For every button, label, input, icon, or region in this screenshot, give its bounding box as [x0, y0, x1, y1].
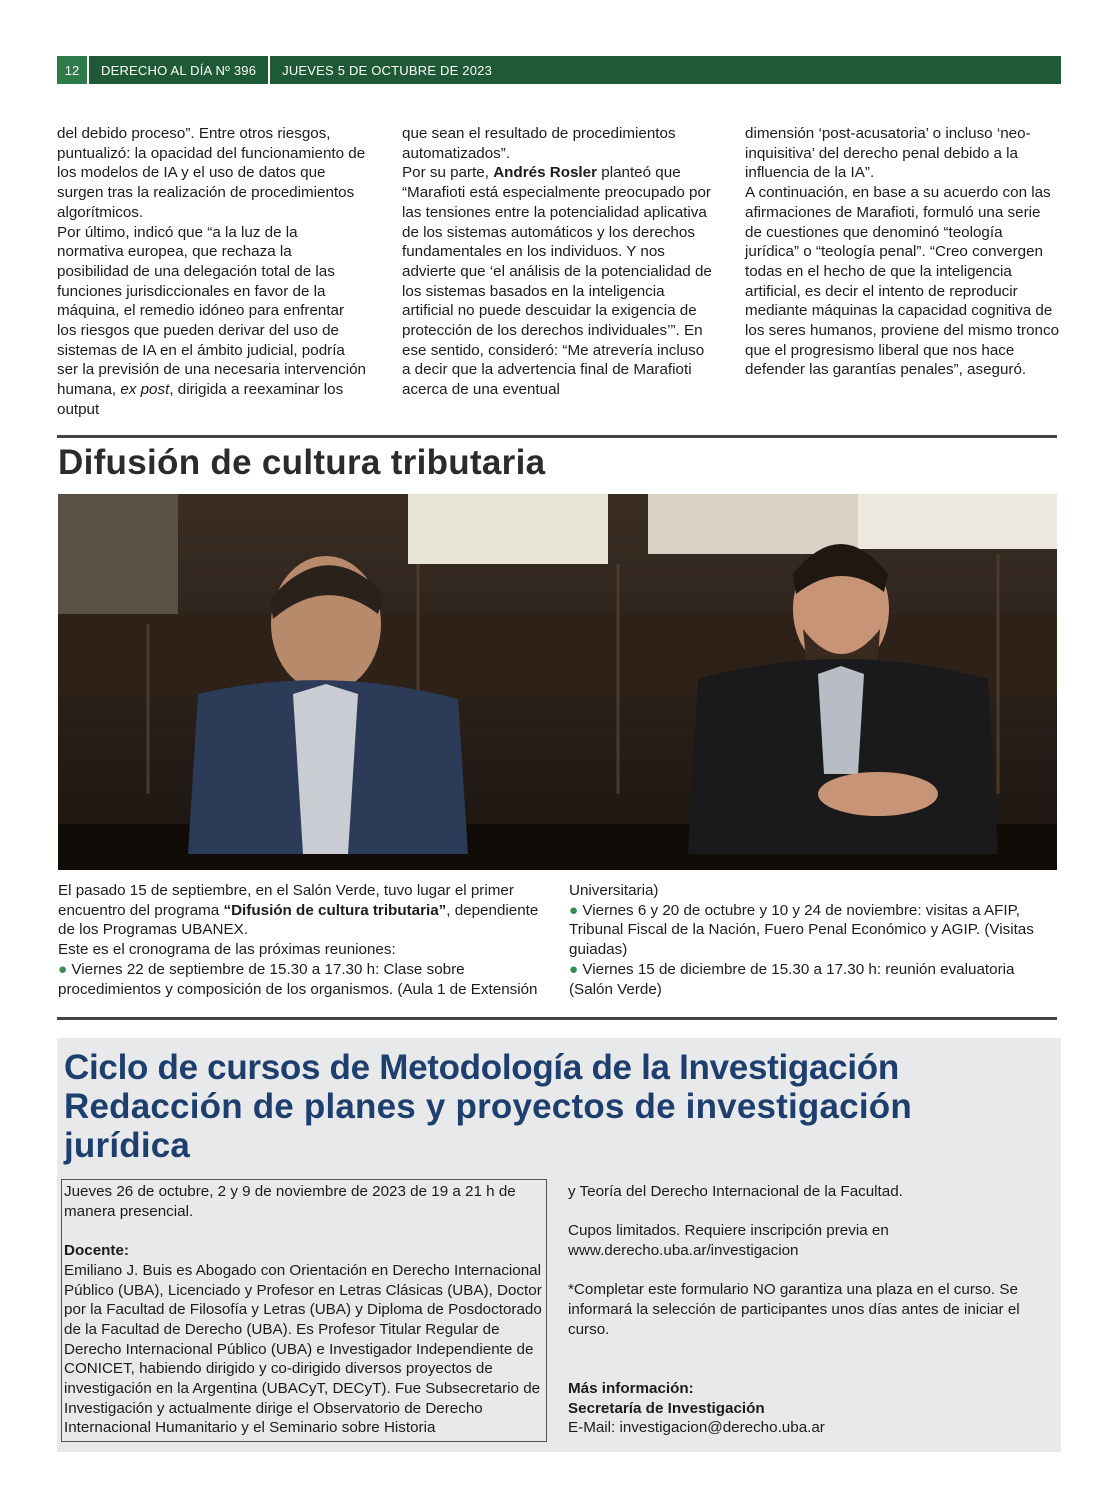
event-photo	[58, 494, 1057, 870]
course-title: Redacción de planes y proyectos de investigación jurídica	[64, 1087, 912, 1165]
bullet-icon: ●	[569, 901, 579, 919]
registration-note: *Completar este formulario NO garantiza una plaza en el curso. Se informará la selección de participantes unos días antes de iniciar el curso.	[568, 1281, 1020, 1338]
page-header	[57, 56, 1061, 84]
page-number: 12	[57, 56, 87, 84]
publication-name: DERECHO AL DÍA Nº 396	[101, 62, 257, 78]
speaker-name: Andrés Rosler	[493, 164, 598, 182]
registration-info: Cupos limitados. Requiere inscripción previa en www.derecho.uba.ar/investigacion	[568, 1222, 889, 1260]
docente-label: Docente:	[64, 1242, 129, 1260]
schedule-item: ● Viernes 22 de septiembre de 15.30 a 17.30 h: Clase sobre procedimientos y composición de los organismos. (Aula 1 de Extensión	[58, 960, 538, 998]
section-title: Difusión de cultura tributaria	[58, 443, 546, 482]
course-details-column-2	[568, 1182, 1048, 1438]
photo-caption-column-1	[58, 881, 548, 999]
paragraph: que sean el resultado de procedimientos automatizados”.	[402, 125, 676, 162]
bullet-icon: ●	[569, 960, 579, 978]
paragraph: del debido proceso”. Entre otros riesgos, puntualizó: la opacidad del funcionamiento de los modelos de IA y el uso de datos que surgen tras la realización de procedimientos algorítmicos.	[57, 125, 366, 221]
docente-bio-continued: y Teoría del Derecho Internacional de la Facultad.	[568, 1183, 903, 1200]
docente-bio: Emiliano J. Buis es Abogado con Orientación en Derecho Internacional Público (UBA), Licenciado y Profesor en Letras Clásicas (UBA), Doctor por la Facultad de Filosofía y Letras (UBA) y Diploma de Posdoctorado de la Facultad de Derecho (UBA). Es Profesor Titular Regular de Derecho Internacional Público (UBA) e Investigador Independiente de CONICET, habiendo dirigido y co-dirigido diversos proyectos de investigación en la Argentina (UBACyT, DECyT). Fue Subsecretario de Investigación y actualmente dirige el Observatorio de Derecho Internacional Humanitario y el Seminario sobre Historia	[64, 1261, 542, 1437]
schedule-item: ● Viernes 15 de diciembre de 15.30 a 17.30 h: reunión evaluatoria (Salón Verde)	[569, 960, 1015, 998]
section-divider	[57, 1017, 1057, 1020]
caption-paragraph: El pasado 15 de septiembre, en el Salón Verde, tuvo lugar el primer encuentro del programa “Difusión de cultura tributaria”, dependiente de los Programas UBANEX.	[58, 882, 539, 939]
course-schedule: Jueves 26 de octubre, 2 y 9 de noviembre de 2023 de 19 a 21 h de manera presencial.	[64, 1183, 516, 1220]
course-kicker: Ciclo de cursos de Metodología de la Investigación	[64, 1048, 899, 1087]
paragraph: dimensión ‘post-acusatoria’ o incluso ‘neo-inquisitiva’ del derecho penal debido a la influencia de la IA”.	[745, 125, 1031, 182]
issue-date: JUEVES 5 DE OCTUBRE DE 2023	[282, 62, 492, 78]
section-divider	[57, 435, 1057, 438]
contact-email: E-Mail: investigacion@derecho.uba.ar	[568, 1419, 825, 1437]
paragraph: Por último, indicó que “a la luz de la normativa europea, que rechaza la posibilidad de una delegación total de las funciones jurisdiccionales en favor de la máquina, el remedio idóneo para enfrentar los riesgos que pueden derivar del uso de sistemas de IA en el ámbito judicial, podría ser la previsión de una necesaria intervención humana, ex post, dirigida a reexaminar los output	[57, 223, 366, 418]
photo-caption-column-2	[569, 881, 1049, 999]
schedule-item: ● Viernes 6 y 20 de octubre y 10 y 24 de noviembre: visitas a AFIP, Tribunal Fiscal de la Nación, Fuero Penal Económico y AGIP. (Visitas guiadas)	[569, 901, 1034, 959]
more-info-label: Más información:	[568, 1379, 694, 1397]
bullet-icon: ●	[58, 960, 68, 978]
article-column-2	[402, 124, 714, 400]
italic-term: ex post	[120, 381, 170, 399]
schedule-item-continued: Universitaria)	[569, 882, 659, 899]
caption-paragraph: Este es el cronograma de las próximas reuniones:	[58, 941, 396, 959]
article-column-3	[745, 124, 1060, 380]
article-column-1	[57, 124, 367, 420]
paragraph: A continuación, en base a su acuerdo con las afirmaciones de Marafioti, formuló una serie de cuestiones que denominó “teología jurídica” o “teología penal”. “Creo convergen todas en el hecho de que la inteligencia artificial, es decir el intento de reproducir mediante máquinas la capacidad cognitiva de los seres humanos, proviene del mismo tronco que el progresismo liberal que nos hace defender las garantías penales”, aseguró.	[745, 184, 1060, 379]
paragraph: Por su parte, Andrés Rosler planteó que “Marafioti está especialmente preocupado por las tensiones entre la potencialidad aplicativa de los sistemas automáticos y los derechos fundamentales en los individuos. Y nos advierte que ‘el análisis de la potencialidad de los sistemas basados en la inteligencia artificial no puede descuidar la exigencia de protección de los derechos individuales’”. En ese sentido, consideró: “Me atrevería incluso a decir que la advertencia final de Marafioti acerca de una eventual	[402, 164, 712, 399]
office-name: Secretaría de Investigación	[568, 1399, 765, 1417]
course-details-column-1	[64, 1182, 548, 1438]
program-name: “Difusión de cultura tributaria”	[223, 901, 447, 919]
